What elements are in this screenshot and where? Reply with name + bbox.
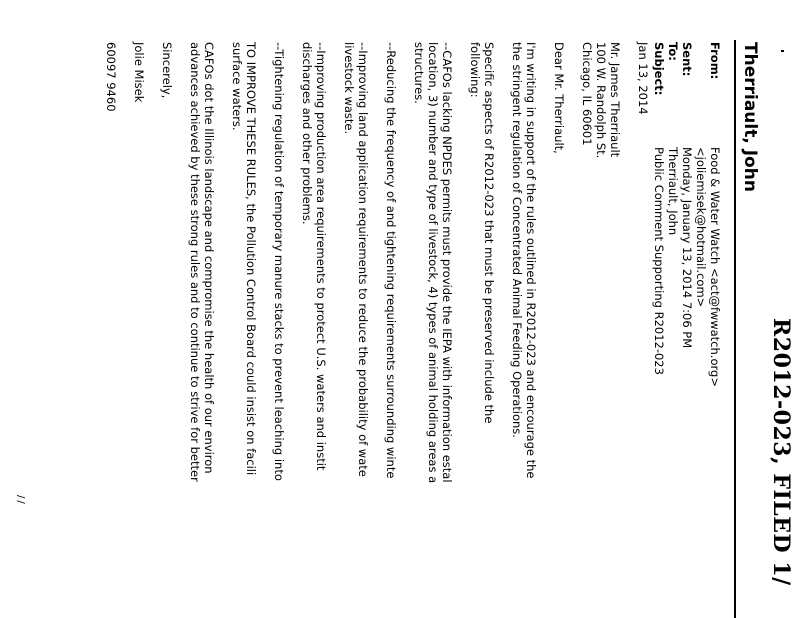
text-line: Specific aspects of R2012-023 that must be preserved include the <box>482 42 496 424</box>
text-line: --Tightening regulation of temporary manure stacks to prevent leaching into <box>272 42 286 481</box>
header-label: Sent: <box>680 42 694 77</box>
header-value: Therriault, John <box>666 147 680 236</box>
address-line: Mr. James Therriault <box>608 42 622 158</box>
text-line: discharges and other problems. <box>300 42 314 225</box>
stray-mark: // <box>15 495 26 506</box>
text-line: CAFOs dot the Illinois landscape and compromise the health of our environ <box>202 42 216 474</box>
header-row-from-cont <box>694 42 708 387</box>
text-line: advances achieved by these strong rules and to continue to strive for better <box>188 42 202 482</box>
text-line: --CAFOs lacking NPDES permits must provide the IEPA with information estal <box>440 42 454 483</box>
bullet-item <box>342 42 370 618</box>
corner-mark <box>781 50 784 52</box>
letter-date: Jan 13, 2014 <box>636 42 650 115</box>
bullet-item <box>300 42 328 618</box>
header-row-from <box>708 42 722 387</box>
header-value: <joliemisek@hotmail.com> <box>694 147 708 308</box>
header-label: Subject: <box>652 42 666 96</box>
text-line: --Improving land application requirements to reduce the probability of wate <box>356 42 370 477</box>
text-line: location, 3) number and type of livestock, 4) types of animal holding areas a <box>426 42 440 484</box>
signer-zip: 60097 9460 <box>104 42 118 112</box>
header-value: Food & Water Watch <act@fwwatch.org> <box>708 147 722 387</box>
recipient-address <box>580 42 622 618</box>
text-line: TO IMPROVE THESE RULES, the Pollution Control Board could insist on facili <box>244 42 258 476</box>
bullet-item <box>272 42 286 618</box>
text-line: the stringent regulation of Concentrated Animal Feeding Operations. <box>510 42 524 438</box>
text-line: following: <box>468 42 482 98</box>
header-row-sent <box>680 42 694 387</box>
email-header <box>652 42 722 387</box>
signer-name: Jolie Misek <box>132 42 146 103</box>
header-row-subject <box>652 42 666 387</box>
closing-paragraph <box>188 42 216 618</box>
address-line: 100 W. Randolph St. <box>594 42 608 159</box>
bullet-item <box>384 42 398 618</box>
text-line: --Reducing the frequency of and tightening requirements surrounding winte <box>384 42 398 479</box>
address-line: Chicago, IL 60601 <box>580 42 594 146</box>
salutation: Dear Mr. Therriault, <box>552 42 566 154</box>
sender-name-heading: Therriault, John <box>740 42 760 192</box>
signoff: Sincerely, <box>160 42 174 99</box>
text-line: livestock waste. <box>342 42 356 135</box>
header-label: To: <box>666 42 680 61</box>
text-line: surface waters. <box>230 42 244 131</box>
letter-body <box>90 42 650 618</box>
text-line: I'm writing in support of the rules outlined in R2012-023 and encourage the <box>524 42 538 479</box>
header-label <box>694 42 708 147</box>
aspects-lead <box>468 42 496 618</box>
header-value: Monday, January 13, 2014 7:06 PM <box>680 147 694 349</box>
bullet-item <box>412 42 454 618</box>
header-label: From: <box>708 42 722 80</box>
header-value: Public Comment Supporting R2012-023 <box>652 147 666 375</box>
improve-paragraph <box>230 42 258 618</box>
text-line: structures. <box>412 42 426 104</box>
header-rule <box>734 40 736 618</box>
header-row-to <box>666 42 680 387</box>
text-line: --Improving production area requirements to protect U.S. waters and instit <box>314 42 328 471</box>
filing-stamp: R2012-023, FILED 1/ <box>768 318 794 586</box>
intro-paragraph <box>510 42 538 618</box>
